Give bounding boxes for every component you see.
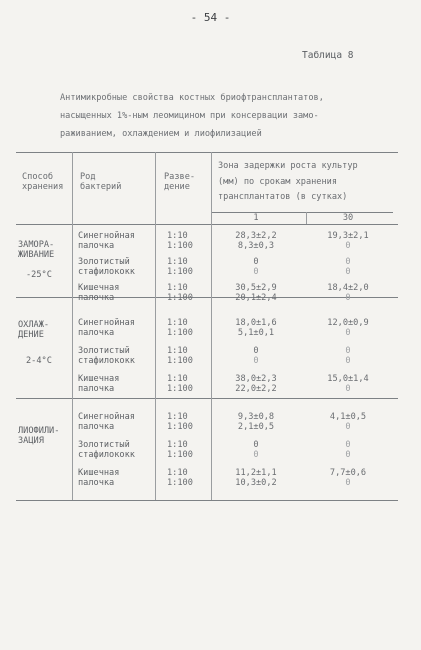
zone-day1-value: 38,0±2,3 — [235, 374, 277, 384]
dilution-value: 1:10 — [167, 468, 188, 478]
group-divider-rule — [16, 398, 398, 399]
storage-temperature: 2-4°C — [26, 356, 52, 366]
zone-day30-value: 0 — [345, 440, 351, 450]
header-method: Способ — [22, 172, 54, 182]
dilution-value: 1:10 — [167, 231, 188, 241]
header-bottom-rule — [16, 224, 398, 225]
storage-method-label: ЗАМОРА- — [18, 240, 55, 250]
header-bacteria: Род — [80, 172, 96, 182]
zone-day30-value: 0 — [345, 356, 351, 366]
dilution-value: 1:10 — [167, 283, 188, 293]
dilution-value: 1:100 — [167, 267, 193, 277]
storage-temperature: -25°C — [26, 270, 52, 280]
zone-day1-value: 20,1±2,4 — [235, 293, 277, 303]
zone-day30-value: 0 — [345, 267, 351, 277]
zone-day1-value: 0 — [253, 356, 259, 366]
zone-day30-value: 0 — [345, 328, 351, 338]
zone-day1-value: 9,3±0,8 — [237, 412, 275, 422]
zone-day1-value: 0 — [253, 450, 259, 460]
table-top-rule — [16, 152, 398, 153]
table-label: Таблица 8 — [302, 50, 354, 61]
zone-day30-value: 18,4±2,0 — [327, 283, 369, 293]
storage-method-label: ЖИВАНИЕ — [18, 250, 55, 260]
dilution-value: 1:100 — [167, 356, 193, 366]
bacteria-name: стафилококк — [78, 267, 135, 277]
bacteria-name: Кишечная — [78, 283, 120, 293]
dilution-value: 1:100 — [167, 422, 193, 432]
day-column-divider — [306, 212, 307, 224]
dilution-value: 1:100 — [167, 293, 193, 303]
dilution-value: 1:10 — [167, 318, 188, 328]
header-day-1: 1 — [253, 213, 259, 223]
bacteria-name: Золотистый — [78, 257, 130, 267]
bacteria-name: Кишечная — [78, 374, 120, 384]
bacteria-name: палочка — [78, 478, 115, 488]
dilution-value: 1:100 — [167, 450, 193, 460]
dilution-value: 1:10 — [167, 257, 188, 267]
bacteria-name: стафилококк — [78, 450, 135, 460]
dilution-value: 1:100 — [167, 241, 193, 251]
zone-day1-value: 22,0±2,2 — [235, 384, 277, 394]
column-divider — [72, 152, 73, 500]
dilution-value: 1:10 — [167, 412, 188, 422]
zone-day30-value: 12,0±0,9 — [327, 318, 369, 328]
header-dilution: дение — [164, 182, 190, 192]
bacteria-name: Золотистый — [78, 440, 130, 450]
header-method: хранения — [22, 182, 64, 192]
zone-day30-value: 0 — [345, 384, 351, 394]
storage-method-label: ОХЛАЖ- — [18, 320, 50, 330]
zone-day1-value: 2,1±0,5 — [237, 422, 275, 432]
header-zone: (мм) по срокам хранения — [218, 177, 337, 187]
zone-day30-value: 0 — [345, 422, 351, 432]
bacteria-name: палочка — [78, 384, 115, 394]
header-zone: трансплантатов (в сутках) — [218, 192, 348, 202]
page-number: - 54 - — [190, 11, 231, 24]
zone-day30-value: 0 — [345, 257, 351, 267]
bacteria-name: Синегнойная — [78, 231, 135, 241]
zone-day30-value: 0 — [345, 241, 351, 251]
zone-day1-value: 8,3±0,3 — [237, 241, 275, 251]
storage-method-label: ДЕНИЕ — [18, 330, 44, 340]
zone-day30-value: 7,7±0,6 — [329, 468, 367, 478]
column-divider — [155, 152, 156, 500]
zone-day1-value: 0 — [253, 440, 259, 450]
header-zone: Зона задержки роста культур — [218, 161, 358, 171]
dilution-value: 1:10 — [167, 374, 188, 384]
zone-day30-value: 0 — [345, 478, 351, 488]
bacteria-name: палочка — [78, 241, 115, 251]
storage-method-label: ЗАЦИЯ — [18, 436, 44, 446]
zone-day30-value: 0 — [345, 346, 351, 356]
zone-day1-value: 18,0±1,6 — [235, 318, 277, 328]
zone-day1-value: 10,3±0,2 — [235, 478, 277, 488]
bacteria-name: Кишечная — [78, 468, 120, 478]
zone-day30-value: 15,0±1,4 — [327, 374, 369, 384]
zone-day30-value: 19,3±2,1 — [327, 231, 369, 241]
storage-method-label: ЛИОФИЛИ- — [18, 426, 60, 436]
caption-line: насыщенных 1%-ным леомицином при консервации замо- — [60, 111, 319, 121]
zone-day30-value: 0 — [345, 293, 351, 303]
zone-day1-value: 5,1±0,1 — [237, 328, 275, 338]
caption-line: Антимикробные свойства костных бриофтрансплантатов, — [60, 93, 324, 103]
bacteria-name: Золотистый — [78, 346, 130, 356]
header-day-30: 30 — [342, 213, 354, 223]
zone-day1-value: 28,3±2,2 — [235, 231, 277, 241]
caption-line: раживанием, охлаждением и лиофилизацией — [60, 129, 262, 139]
column-divider — [211, 152, 212, 500]
zone-day1-value: 30,5±2,9 — [235, 283, 277, 293]
bacteria-name: стафилококк — [78, 356, 135, 366]
zone-day1-value: 0 — [253, 267, 259, 277]
dilution-value: 1:10 — [167, 440, 188, 450]
bacteria-name: палочка — [78, 328, 115, 338]
bacteria-name: Синегнойная — [78, 318, 135, 328]
header-bacteria: бактерий — [80, 182, 122, 192]
dilution-value: 1:100 — [167, 384, 193, 394]
dilution-value: 1:10 — [167, 346, 188, 356]
bacteria-name: палочка — [78, 422, 115, 432]
table-caption — [60, 89, 380, 143]
header-dilution: Разве- — [164, 172, 196, 182]
zone-day30-value: 4,1±0,5 — [329, 412, 367, 422]
zone-day1-value: 11,2±1,1 — [235, 468, 277, 478]
table-bottom-rule — [16, 500, 398, 501]
zone-day1-value: 0 — [253, 346, 259, 356]
dilution-value: 1:100 — [167, 478, 193, 488]
dilution-value: 1:100 — [167, 328, 193, 338]
zone-day30-value: 0 — [345, 450, 351, 460]
bacteria-name: палочка — [78, 293, 115, 303]
bacteria-name: Синегнойная — [78, 412, 135, 422]
zone-day1-value: 0 — [253, 257, 259, 267]
